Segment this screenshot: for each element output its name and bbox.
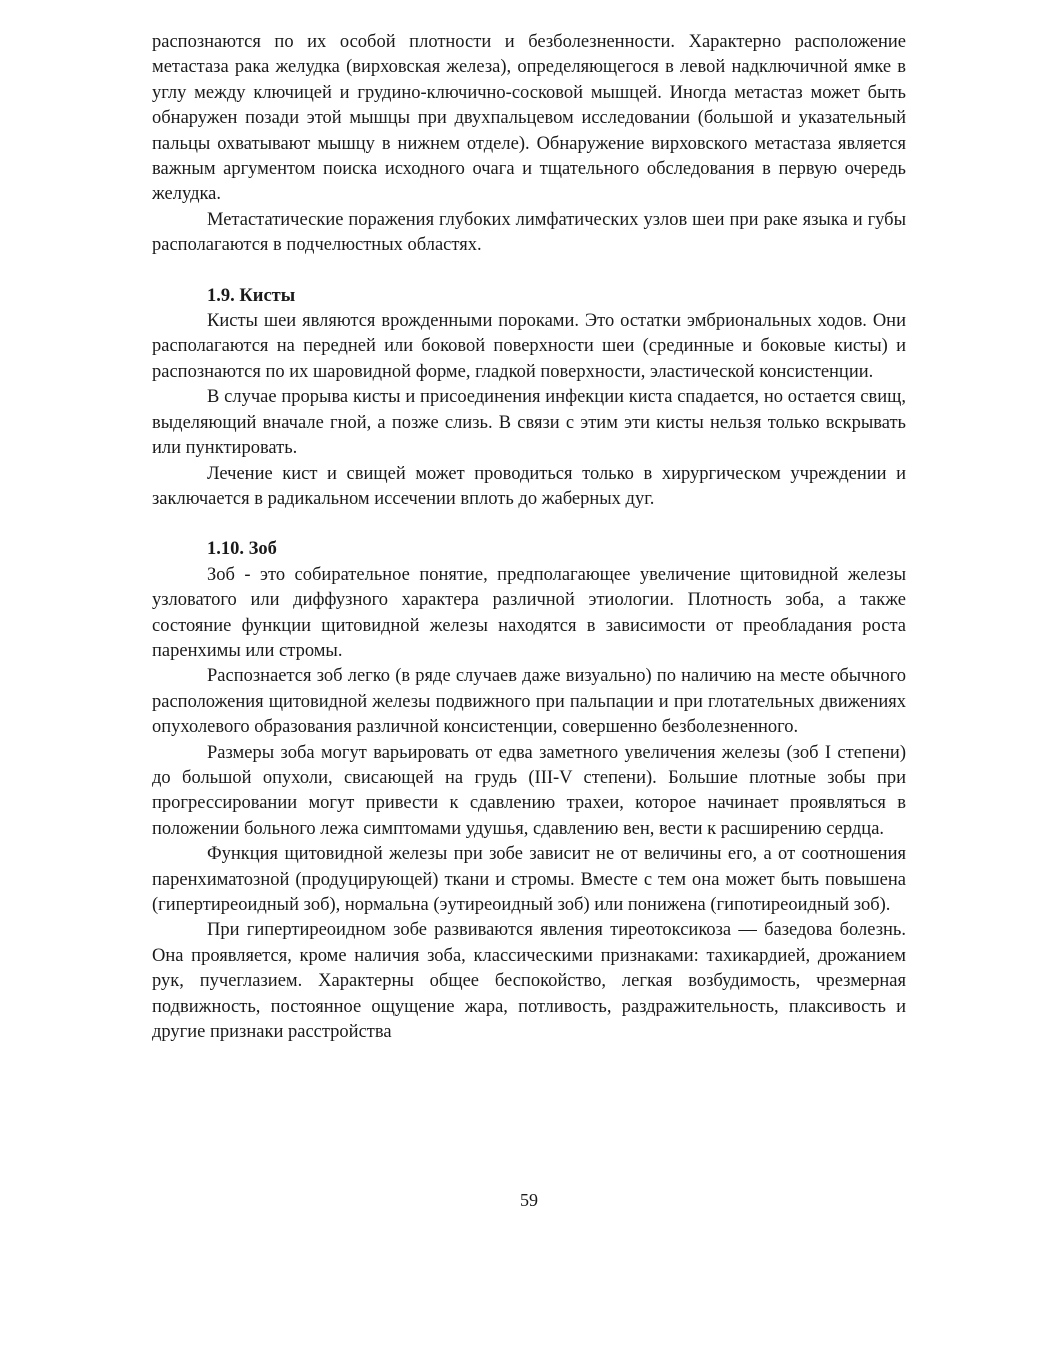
page-body bbox=[152, 30, 906, 1045]
paragraph: Размеры зоба могут варьировать от едва заметного увеличения железы (зоб I степени) до большой опухоли, свисающей на грудь (III-V степени). Большие плотные зобы при прогрессировании могут привести к сдавлению трахеи, которое начинает проявляться в положении больного лежа симптомами удушья, сдавлению вен, вести к расширению сердца. bbox=[152, 742, 906, 839]
paragraph: В случае прорыва кисты и присоединения инфекции киста спадается, но остается свищ, выделяющий вначале гной, а позже слизь. В связи с этим эти кисты нельзя только вскрывать или пунктировать. bbox=[152, 387, 906, 459]
section-gap bbox=[152, 512, 906, 537]
paragraph: Зоб - это собирательное понятие, предполагающее увеличение щитовидной железы узловатого или диффузного характера различной этиологии. Плотность зоба, а также состояние функции щитовидной железы находятся в зависимости от преобладания роста паренхимы или стромы. bbox=[152, 564, 906, 661]
paragraph: При гипертиреоидном зобе развиваются явления тиреотоксикоза — базедова болезнь. Она проявляется, кроме наличия зоба, классическими признаками: тахикардией, дрожанием рук, пучеглазием. Характерны общее беспокойство, легкая возбудимость, чрезмерная подвижность, постоянное ощущение жара, потливость, раздражительность, плаксивость и другие признаки расстройства bbox=[152, 920, 906, 1043]
paragraph: Метастатические поражения глубоких лимфатических узлов шеи при раке языка и губы располагаются в подчелюстных областях. bbox=[152, 209, 906, 256]
paragraph: Распознается зоб легко (в ряде случаев даже визуально) по наличию на месте обычного расположения щитовидной железы подвижного при пальпации и при глотательных движениях опухолевого образования различной консистенции, совершенно безболезненного. bbox=[152, 666, 906, 738]
paragraph: Лечение кист и свищей может проводиться только в хирургическом учреждении и заключается в радикальном иссечении вплоть до жаберных дуг. bbox=[152, 463, 906, 509]
section-gap bbox=[152, 259, 906, 284]
section-heading-cysts: 1.9. Кисты bbox=[207, 285, 296, 306]
section-heading-goiter: 1.10. Зоб bbox=[207, 539, 277, 560]
page-number: 59 bbox=[520, 1190, 538, 1210]
paragraph: Кисты шеи являются врожденными пороками. Это остатки эмбриональных ходов. Они располагаются на передней или боковой поверхности шеи (срединные и боковые кисты) и распознаются по их шаровидной форме, гладкой поверхности, эластической консистенции. bbox=[152, 311, 906, 382]
paragraph: распознаются по их особой плотности и безболезненности. Характерно расположение метастаза рака желудка (вирховская железа), определяющегося в левой надключичной ямке в углу между ключицей и грудино-ключично-сосковой мышцей. Иногда метастаз может быть обнаружен позади этой мышцы при двухпальцевом исследовании (большой и указательный пальцы охватывают мышцу в нижнем отделе). Обнаружение вирховского метастаза является важным аргументом поиска исходного очага и тщательного обследования в первую очередь желудка. bbox=[152, 32, 906, 205]
paragraph: Функция щитовидной железы при зобе зависит не от величины его, а от соотношения паренхиматозной (продуцирующей) ткани и стромы. Вместе с тем она может быть повышена (гипертиреоидный зоб), нормальна (эутиреоидный зоб) или понижена (гипотиреоидный зоб). bbox=[152, 844, 906, 915]
